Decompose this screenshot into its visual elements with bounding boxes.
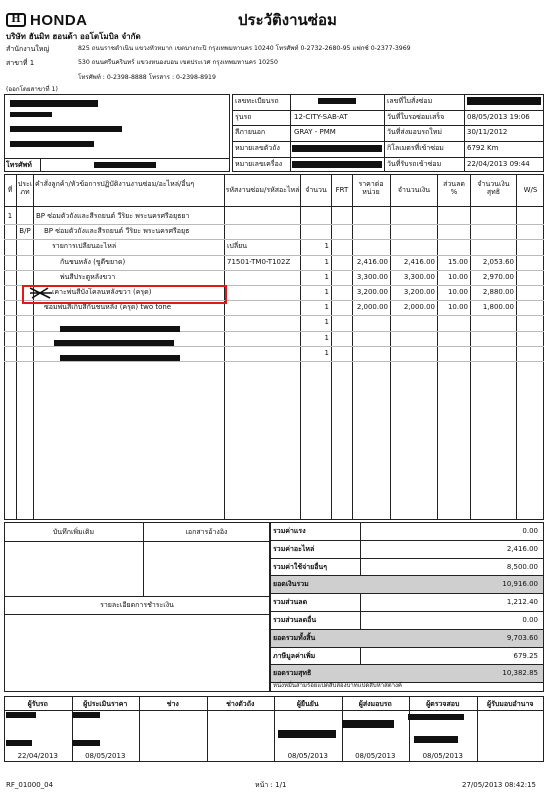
row-unit-price: 3,200.00: [356, 288, 388, 296]
summary-label: ยอดเงินรวม: [273, 580, 309, 589]
signature-label: ช่าง: [166, 700, 179, 708]
redacted-phone: [94, 162, 156, 168]
signature-label: ช่างตัวถัง: [226, 700, 255, 708]
row-qty: 1: [324, 257, 329, 266]
row-amount: 2,416.00: [403, 257, 435, 266]
model-label: รุ่นรถ: [235, 113, 252, 121]
redacted-chassis: [292, 145, 382, 152]
signature-date: 08/05/2013: [355, 752, 396, 760]
col-qty: จำนวน: [305, 186, 327, 194]
summary-value: 0.00: [522, 527, 538, 535]
row-no: 1: [7, 212, 13, 220]
summary-value: 9,703.60: [506, 633, 538, 642]
model-value: 12-CITY-SAB-AT: [294, 113, 348, 121]
branch-phone: โทรศัพท์ : 0-2398-8888 โทรสาร : 0-2398-8919: [78, 74, 216, 81]
branch-label: สาขาที่ 1: [6, 59, 35, 67]
redacted-signature-7: [408, 714, 464, 720]
signature-label: ผู้รับมอบอำนาจ: [486, 700, 534, 708]
row-net: 1,800.00: [482, 303, 514, 312]
signature-date: 22/04/2013: [17, 752, 58, 760]
row-qty: 1: [324, 348, 329, 357]
redacted-engine: [292, 161, 382, 168]
summary-value: 8,500.00: [506, 562, 538, 571]
memo-label: บันทึกเพิ่มเติม: [52, 528, 95, 536]
finish-value: 08/05/2013 19:06: [467, 113, 530, 121]
summary-label: ยอดรวมทั้งสิ้น: [273, 633, 316, 642]
summary-label: รวมส่วนลด: [273, 598, 308, 607]
row-discount: 10.00: [447, 303, 468, 312]
redacted-customer-address: [10, 126, 122, 132]
row-description: BP ซ่อมตัวถังและสีรถยนต์ วีริยะ พระนครศรีอยุธยา: [36, 212, 190, 220]
plate-label: เลขทะเบียนรถ: [235, 97, 279, 105]
row-net: 2,880.00: [482, 288, 514, 296]
signature-label: ผู้ส่งมอบรถ: [358, 700, 392, 708]
color-value: GRAY - PMM: [294, 128, 336, 136]
chassis-label: หมายเลขตัวถัง: [235, 144, 280, 152]
col-desc: คำสั่งลูกค้า/หัวข้อการปฏิบัติงานงานซ่อม/อะไหล่/อื่นๆ: [35, 180, 195, 188]
row-qty: 1: [324, 288, 329, 296]
mileage-value: 6792 Km: [467, 144, 499, 152]
signature-label: ผู้ตรวจสอบ: [426, 700, 460, 708]
payment-label: รายละเอียดการชำระเงิน: [100, 601, 174, 609]
redacted-job-no: [467, 97, 541, 105]
row-amount: 2,000.00: [403, 303, 435, 312]
col-discount: ส่วนลด %: [443, 180, 465, 197]
color-label: สีภายนอก: [235, 128, 266, 136]
row-discount: 10.00: [447, 272, 468, 281]
row-part-no: 71501-TM0-T102Z: [227, 257, 291, 266]
engine-label: หมายเลขเครื่อง: [235, 160, 283, 168]
row-part-no: เปลี่ยน: [227, 242, 248, 251]
finish-label: วันที่ใบรอซ่อมเสร็จ: [387, 113, 445, 121]
summary-label: รวมค่าอะไหล่: [273, 544, 315, 553]
summary-value: 10,916.00: [502, 580, 538, 589]
delivery-label: วันที่ส่งมอบรถใหม่: [387, 128, 442, 136]
row-net: 2,053.60: [482, 257, 514, 266]
reference-label: เอกสารอ้างอิง: [185, 528, 228, 536]
redacted-signature-5: [278, 730, 336, 738]
items-table: [4, 174, 544, 520]
hq-address: 825 ถนนราชดำเนิน แขวงหัวหมาก เขตบางกะปิ กรุงเทพมหานคร 10240 โทรศัพท์ 0-2732-2680-95 แฟกซ์ 0-2377-3969: [78, 45, 411, 52]
row-type: B/P: [19, 227, 31, 236]
summary-note: หนึ่งหมื่นสามร้อยแปดสิบสองบาทแปดสิบห้าสตางค์: [273, 682, 402, 689]
row-description: พ่นสีประตูหลังขวา: [60, 272, 116, 281]
col-no: ที่: [7, 186, 13, 194]
redacted-item-3: [60, 355, 180, 361]
row-qty: 1: [324, 242, 329, 251]
redacted-customer-name: [10, 100, 98, 107]
summary-value: 679.25: [513, 651, 538, 660]
summary-value: 1,212.40: [506, 598, 538, 607]
row-qty: 1: [324, 303, 329, 312]
hq-label: สำนักงานใหญ่: [6, 45, 50, 53]
row-amount: 3,300.00: [403, 272, 435, 281]
redacted-plate: [318, 98, 356, 104]
row-discount: 15.00: [447, 257, 468, 266]
redacted-customer-address-2: [10, 141, 94, 147]
summary-label: ภาษีมูลค่าเพิ่ม: [273, 651, 316, 660]
printed-datetime: 27/05/2013 08:42:15: [462, 781, 537, 789]
row-description: ซ่อมพ่นสีเก็บสีกันชนหลัง (ครุด) two tone: [44, 303, 172, 312]
redacted-item-2: [54, 340, 174, 346]
row-unit-price: 3,300.00: [356, 272, 388, 281]
col-type: ประเภท: [17, 180, 33, 197]
signature-date: 08/05/2013: [85, 752, 126, 760]
summary-label: รวมส่วนลดอื่น: [273, 616, 317, 624]
summary-value: 0.00: [522, 616, 538, 624]
redacted-signature-6: [342, 720, 394, 728]
redacted-signature-1: [6, 712, 36, 718]
row-description: กันชนหลัง (ขูดีขยาด): [60, 257, 126, 266]
page-number: หน้า : 1/1: [255, 781, 287, 789]
summary-label: ยอดรวมสุทธิ: [273, 669, 312, 678]
col-ws: W/S: [523, 186, 538, 194]
signature-date: 08/05/2013: [287, 752, 328, 760]
row-qty: 1: [324, 318, 329, 327]
row-net: 2,970.00: [482, 272, 514, 281]
redacted-signature-3: [72, 712, 100, 718]
delivery-value: 30/11/2012: [467, 128, 508, 136]
summary-value: 10,382.85: [502, 669, 538, 678]
signature-label: ผู้ประเมินราคา: [83, 700, 128, 708]
company-name: บริษัท ฮันมิท ฮอนด้า ออโตโมบิล จำกัด: [6, 32, 141, 41]
brand-name: HONDA: [30, 12, 88, 29]
received-value: 22/04/2013 09:44: [467, 160, 530, 168]
honda-logo: H: [6, 13, 26, 27]
row-description: รายการเปลี่ยนอะไหล่: [52, 242, 117, 251]
redacted-signature-4: [72, 740, 100, 746]
redacted-signature-2: [6, 740, 32, 746]
row-unit-price: 2,416.00: [356, 257, 388, 266]
row-discount: 10.00: [447, 288, 468, 296]
col-net: จำนวนเงินสุทธิ: [477, 180, 510, 197]
signature-label: ผู้รับรถ: [27, 700, 48, 708]
branch-address: 530 ถนนศรีนครินทร์ แขวงหนองบอน เขตประเวศ กรุงเทพมหานคร 10250: [78, 59, 278, 66]
row-qty: 1: [324, 333, 329, 342]
branch-code: (ออกโดยสาขาที่ 1): [6, 86, 58, 93]
form-code: RF_01000_04: [6, 781, 54, 789]
mileage-label: กิโลเมตรที่เข้าซ่อม: [387, 144, 444, 152]
row-description: เคาะพ่นสีบังโคลนหลังขวา (ครุด): [52, 288, 152, 296]
col-frt: FRT: [335, 186, 349, 194]
redacted-item-1: [60, 326, 180, 332]
phone-label: โทรศัพท์: [6, 161, 32, 169]
row-qty: 1: [324, 272, 329, 281]
received-label: วันที่รับรถเข้าซ่อม: [387, 160, 442, 168]
signature-label: ผู้ยืนยัน: [296, 700, 319, 708]
signature-date: 08/05/2013: [422, 752, 463, 760]
row-amount: 3,200.00: [403, 288, 435, 296]
document-title: ประวัติงานซ่อม: [238, 11, 337, 29]
row-description: BP ซ่อมตัวถังและสีรถยนต์ วีริยะ พระนครศรีอยุธ: [44, 227, 190, 236]
col-amount: จำนวนเงิน: [397, 186, 431, 194]
col-unit-price: ราคาต่อหน่วย: [358, 180, 384, 197]
summary-label: รวมค่าใช้จ่ายอื่นๆ: [273, 562, 327, 571]
redacted-customer-line: [10, 112, 52, 117]
col-part-no: รหัสงานซ่อม/รหัสอะไหล่: [225, 186, 300, 194]
summary-label: รวมค่าแรง: [273, 527, 306, 535]
redacted-signature-8: [414, 736, 458, 743]
row-unit-price: 2,000.00: [356, 303, 388, 312]
job-no-label: เลขที่ใบสั่งซ่อม: [387, 97, 433, 105]
highlight-box: [22, 285, 227, 304]
summary-value: 2,416.00: [506, 544, 538, 553]
